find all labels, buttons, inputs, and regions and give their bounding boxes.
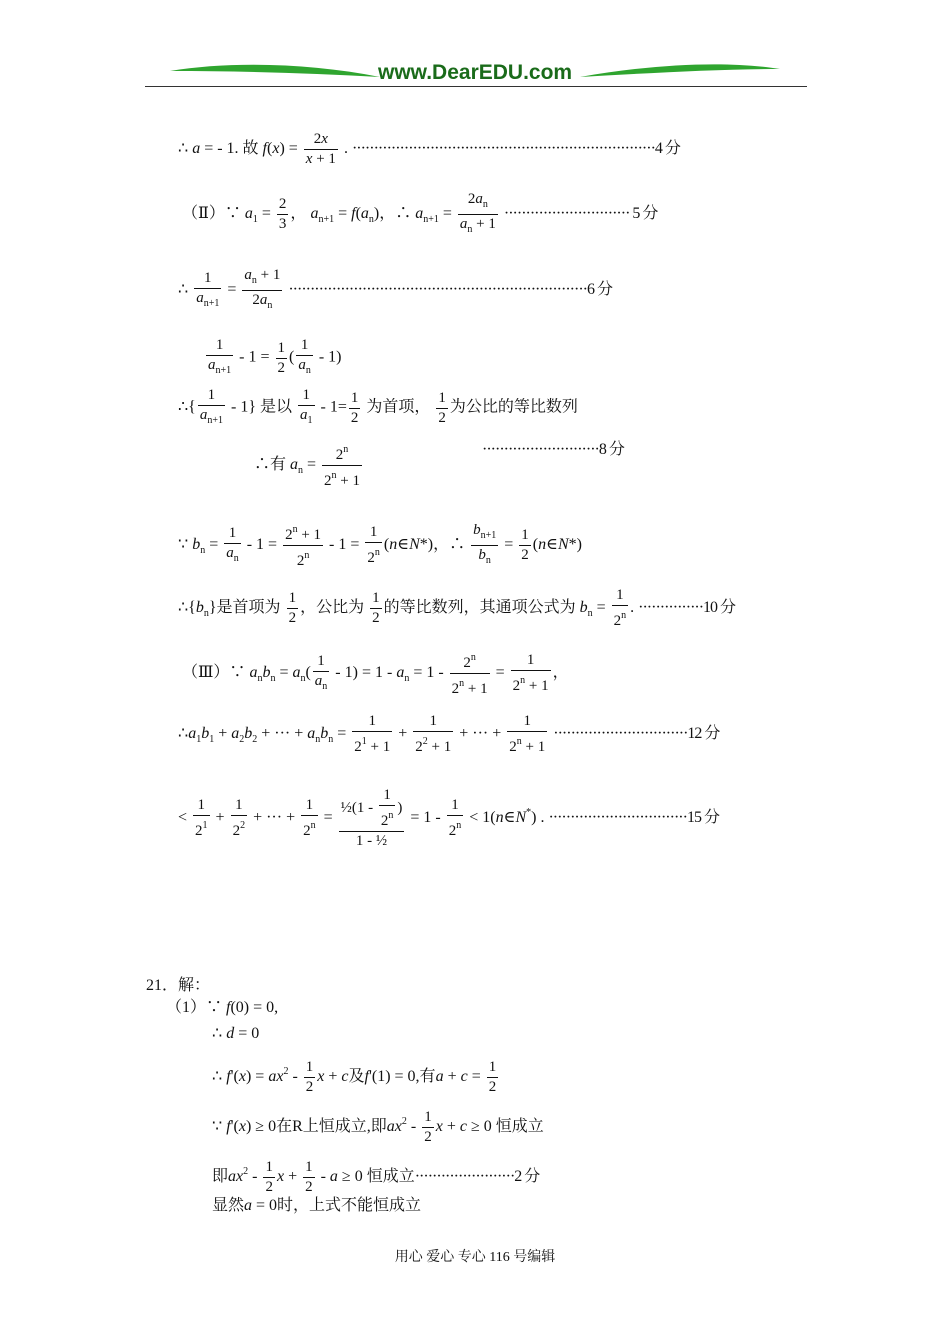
page-footer: 用心 爱心 专心 116 号编辑 — [394, 1250, 556, 1265]
solution-line-3: ∴ $\frac{1}{a_{n+1}}$ = $\frac{a_n + 1}{2a_n}$ ·····································································6 分 — [178, 267, 612, 311]
q21-line-3: ∴ $f'(x) = ax^2$ - $\frac{1}{2}$ x + c及f'(1) = 0,有a + c = $\frac{1}{2}$ — [212, 1059, 497, 1095]
solution-line-10: $\therefore a_1b_1 + a_2b_2$ + ··· + $a_nb_n$ = $\frac{1}{2^1 + 1}$ + $\frac{1}{2^2 + 1}$ + ··· + $\frac{1}{2^n + 1}$ ·······························12 分 — [178, 713, 720, 755]
solution-line-6-score: ···························8 分 — [482, 441, 624, 458]
q21-line-1: （1）∵ f(0) = 0, — [166, 999, 279, 1016]
solution-line-9: （Ⅲ）∵ $a_nb_n = a_n$( $\frac{1}{a_n}$ - $1) = 1 - a_n = 1$ - $\frac{2^n}{2^n + 1}$ = $\frac{1}{2^n + 1}$ ， — [182, 648, 569, 699]
solution-line-4: $\frac{1}{a_{n+1}}$ - 1 = $\frac{1}{2}$ ( $\frac{1}{a_n}$ - 1) — [208, 337, 342, 376]
solution-line-1: ∴ a = - 1. 故 f(x) = $\frac{2x}{x + 1}$ . ······································································4 分 — [178, 131, 680, 167]
q21-title: 21．解： — [146, 977, 211, 994]
solution-line-2: （Ⅱ）∵ $a_1$ = $\frac{2}{3}$ ， $a_{n+1} = f(a_n)$，∴ $a_{n+1}$ = $\frac{2a_n}{a_n + 1}$ ····························· 5 分 — [182, 191, 658, 235]
solution-line-5: ∴{ $\frac{1}{a_{n+1}}$ - 1} 是以 $\frac{1}{a_1}$ - 1= $\frac{1}{2}$ 为首项， $\frac{1}{2}$ 为公比的等比数列 — [178, 387, 578, 426]
site-logo-text: www.DearEDU.com — [378, 61, 573, 84]
q21-line-6: 显然a = 0时，上式不能恒成立 — [212, 1197, 422, 1214]
solution-line-8: $\therefore\{b_n\}$是首项为 $\frac{1}{2}$ ，公比为 $\frac{1}{2}$ 的等比数列，其通项公式为 $b_n$ = $\frac{1}{2^n}$ . ···············10 分 — [178, 587, 736, 629]
solution-line-11: < $\frac{1}{2^1}$ + $\frac{1}{2^2}$ + ··· + $\frac{1}{2^n}$ = ½(1 - $\frac{1}{2^n}$ ) 1 - ½ = 1 - $\frac{1}{2^n}$ < 1(n∈N*) . ································15 分 — [178, 787, 719, 849]
q21-line-2: ∴ d = 0 — [212, 1025, 260, 1042]
solution-line-6: ∴有 $a_n$ = $\frac{2^n}{2^n + 1}$ — [254, 440, 364, 491]
solution-line-7: ∵ $b_n$ = $\frac{1}{a_n}$ - 1 = $\frac{2^n + 1}{2^n}$ - 1 = $\frac{1}{2^n}$ (n∈N*)，∴ $\frac{b_{n+1}}{b_n}$ = $\frac{1}{2}$ (n∈N*) — [178, 522, 582, 569]
q21-line-4: ∵ f'(x) ≥ 0在R上恒成立,即$ax^2$ - $\frac{1}{2}$ x + c ≥ 0 恒成立 — [212, 1109, 544, 1145]
q21-line-5: 即$ax^2$ - $\frac{1}{2}$ x + $\frac{1}{2}$ - a ≥ 0 恒成立·······················2 分 — [212, 1159, 540, 1195]
header-rule — [145, 86, 807, 87]
